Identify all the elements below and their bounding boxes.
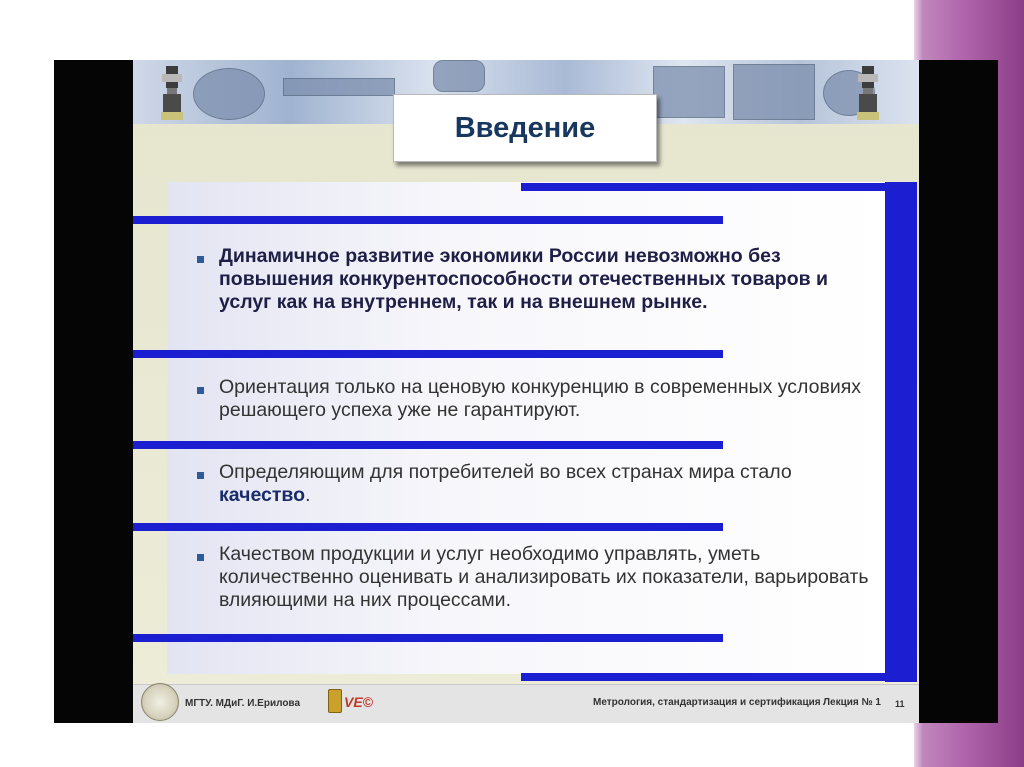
theodolite-right-icon [853,62,883,124]
slide-title-box [393,94,657,162]
bullet-marker [197,256,204,263]
slide [133,60,919,723]
bullet-marker [197,387,204,394]
slide-footer [133,684,919,723]
separator-bar [133,634,723,642]
footer-course: Метрология, стандартизация и сертификация [593,697,821,708]
separator-bar [133,441,723,449]
university-seal-icon [141,683,179,721]
bottom-accent-bar-right [521,673,917,681]
footer-lecture: Лекция № 1 [823,697,881,708]
list-item: Динамичное развитие экономики России невозможно без повышения конкурентоспособности отечественных товаров и услуг как на внутреннем, так и на внешнем рынке. [219,245,829,313]
list-item-emphasis: качество [219,484,306,506]
right-accent-bar [885,182,917,682]
list-item-text-end: . [305,484,311,506]
separator-bar [133,523,723,531]
separator-bar [133,216,723,224]
separator-bar [133,350,723,358]
page-number: 11 [895,699,905,709]
list-item-text: Определяющим для потребителей во всех странах мира стало [219,461,792,483]
gauge-image [193,68,265,120]
bullet-marker [197,472,204,479]
oscilloscope-image [733,64,815,120]
theodolite-left-icon [157,62,187,124]
footer-logo: VE© [344,694,373,710]
top-accent-bar-right [521,183,885,191]
slide-title: Введение [454,111,596,144]
list-item: Ориентация только на ценовую конкуренцию в современных условиях решающего успеха уже не гарантируют. [219,376,862,421]
microscope-image [433,60,485,92]
list-item [219,461,869,507]
footer-author: МГТУ. МДиГ. И.Ерилова [185,698,301,709]
list-item: Качеством продукции и услуг необходимо управлять, уметь количественно оценивать и анализировать их показатели, варьировать влияющими на них процессами. [219,543,869,611]
logo-icon [328,689,342,713]
bullet-marker [197,554,204,561]
caliper-image [283,78,395,96]
meter-image [653,66,725,118]
